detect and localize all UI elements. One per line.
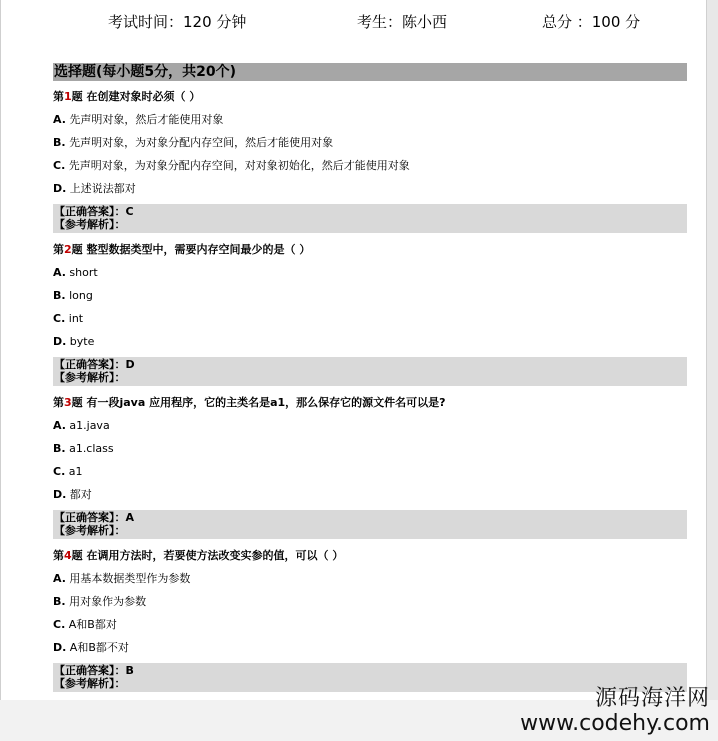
question-prefix: 第 [53,396,64,409]
question-number: 4 [64,549,72,562]
question-suffix: 题 [71,396,83,409]
option-text: 先声明对象，为对象分配内存空间，然后才能使用对象 [65,136,334,149]
option-label: D. [53,488,67,501]
question-title [53,242,687,258]
option-text: a1.java [65,419,110,432]
option-text: 都对 [66,488,92,501]
option-text: A和B都不对 [66,641,129,654]
question-number: 1 [64,90,72,103]
option-a [53,265,687,288]
option-c [53,311,687,334]
option-label: C. [53,159,66,172]
question-title [53,89,687,105]
option-label: C. [53,618,66,631]
watermark-title: 源码海洋网 [594,686,710,711]
option-a [53,418,687,441]
option-text: A和B都对 [65,618,117,631]
question-text: 在调用方法时，若要使方法改变实参的值，可以（ ） [82,549,344,562]
question-3 [53,395,687,539]
answer-box [53,357,687,386]
option-label: D. [53,335,67,348]
watermark [520,686,710,736]
question-suffix: 题 [71,549,83,562]
section-title: 选择题(每小题5分，共20个) [53,63,687,81]
total-score: 总分 ：100 分 [542,13,641,31]
option-text: a1.class [65,442,114,455]
option-d [53,487,687,510]
reference-analysis: 【参考解析】： [54,371,126,384]
correct-answer: 【正确答案】：D [54,358,135,371]
question-1 [53,89,687,233]
exam-header [1,11,707,33]
correct-answer: 【正确答案】：B [54,664,134,677]
option-label: A. [53,419,66,432]
option-b [53,288,687,311]
option-label: A. [53,113,66,126]
watermark-url: www.codehy.com [520,711,710,736]
option-label: C. [53,312,66,325]
correct-answer: 【正确答案】：A [54,511,135,524]
answer-box [53,510,687,539]
option-text: int [65,312,84,325]
option-label: B. [53,442,66,455]
option-label: B. [53,136,66,149]
option-label: A. [53,572,66,585]
option-d [53,181,687,204]
option-text: long [65,289,93,302]
question-prefix: 第 [53,90,64,103]
question-number: 3 [64,396,72,409]
question-text: 整型数据类型中，需要内存空间最少的是（ ） [82,243,311,256]
option-b [53,441,687,464]
option-text: 上述说法都对 [66,182,136,195]
option-label: B. [53,289,66,302]
option-a [53,112,687,135]
question-text: 有一段java 应用程序，它的主类名是a1，那么保存它的源文件名可以是? [82,396,446,409]
question-number: 2 [64,243,72,256]
exam-time: 考试时间：120 分钟 [108,13,247,31]
answer-box [53,204,687,233]
reference-analysis: 【参考解析】： [54,218,126,231]
question-prefix: 第 [53,549,64,562]
question-suffix: 题 [71,90,83,103]
option-text: short [65,266,98,279]
option-label: D. [53,641,67,654]
question-title [53,395,687,411]
option-label: D. [53,182,67,195]
option-a [53,571,687,594]
correct-answer: 【正确答案】：C [54,205,134,218]
option-text: 用对象作为参数 [65,595,147,608]
question-text: 在创建对象时必须（ ） [82,90,201,103]
option-label: A. [53,266,66,279]
option-b [53,594,687,617]
option-c [53,464,687,487]
question-title [53,548,687,564]
scrollbar-track[interactable] [706,0,718,741]
option-label: B. [53,595,66,608]
question-2 [53,242,687,386]
reference-analysis: 【参考解析】： [54,524,126,537]
question-4 [53,548,687,692]
reference-analysis: 【参考解析】： [54,677,126,690]
question-prefix: 第 [53,243,64,256]
option-text: 先声明对象，为对象分配内存空间，对对象初始化，然后才能使用对象 [65,159,410,172]
option-text: 先声明对象，然后才能使用对象 [65,113,224,126]
option-c [53,158,687,181]
question-suffix: 题 [71,243,83,256]
student-name: 考生：陈小西 [357,13,448,31]
option-d [53,334,687,357]
option-text: a1 [65,465,83,478]
option-d [53,640,687,663]
option-label: C. [53,465,66,478]
option-b [53,135,687,158]
option-text: byte [66,335,95,348]
option-c [53,617,687,640]
option-text: 用基本数据类型作为参数 [65,572,191,585]
